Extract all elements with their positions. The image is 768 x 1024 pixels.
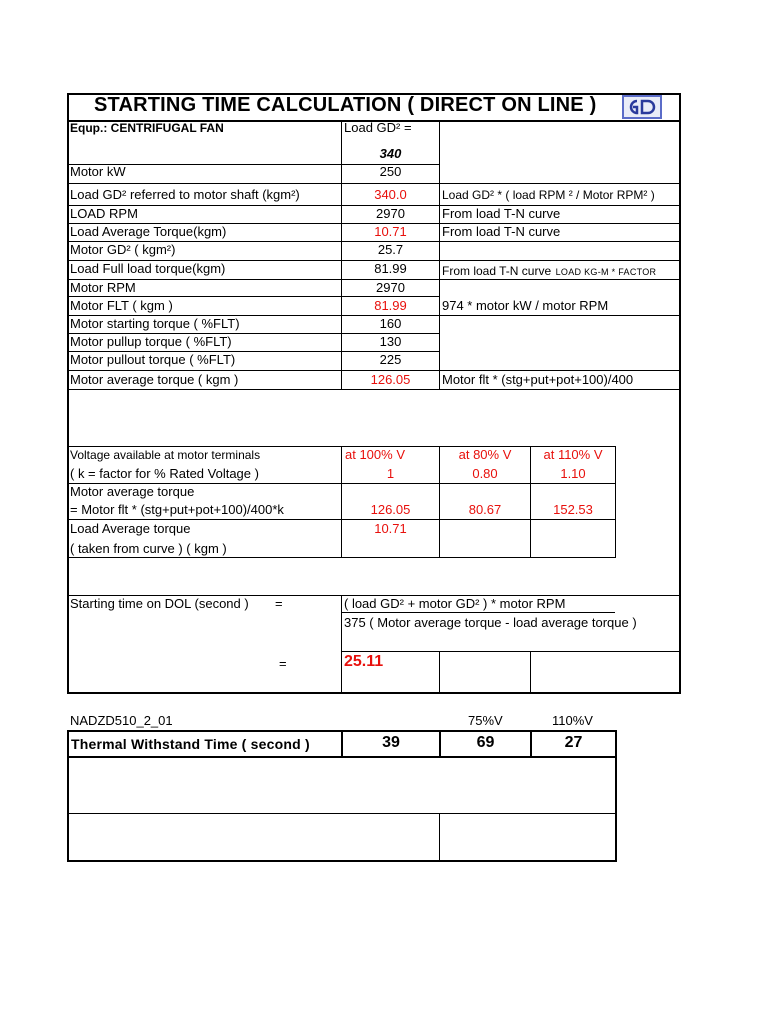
voltage-label: Voltage available at motor terminals — [70, 448, 261, 462]
load-gd2-value: 340 — [379, 146, 402, 161]
row-label: Load Average Torque(kgm) — [70, 224, 227, 239]
column-110v: 110%V — [552, 713, 593, 728]
torque-value: 126.05 — [370, 502, 411, 517]
row-label: Load Full load torque(kgm) — [70, 261, 226, 276]
starting-time-result: 25.11 — [344, 653, 384, 670]
equipment-label: Equp.: CENTRIFUGAL FAN — [70, 121, 224, 135]
column-75v: 75%V — [468, 713, 503, 728]
motor-avg-torque-formula: = Motor flt * (stg+put+pot+100)/400*k — [70, 502, 284, 517]
row-value: 225 — [379, 352, 402, 367]
k-value: 1 — [386, 466, 395, 481]
motor-avg-torque-label: Motor average torque — [70, 484, 195, 499]
row-note-suffix: LOAD KG-M * FACTOR — [555, 267, 657, 277]
row-value: 81.99 — [374, 298, 407, 313]
voltage-header: at 100% V — [345, 447, 405, 462]
row-value: 25.7 — [377, 242, 404, 257]
row-value: 81.99 — [374, 261, 407, 276]
formula-numerator: ( load GD² + motor GD² ) * motor RPM — [344, 596, 566, 611]
row-label: Motor FLT ( kgm ) — [70, 298, 173, 313]
load-gd2-label: Load GD² = — [344, 120, 412, 135]
k-value: 0.80 — [472, 466, 498, 481]
row-value: 160 — [379, 316, 402, 331]
row-note: From load T-N curve — [442, 206, 561, 221]
company-logo-icon — [622, 95, 662, 119]
thermal-value: 69 — [476, 734, 495, 751]
equals-sign: = — [279, 656, 287, 671]
row-label: Motor RPM — [70, 280, 136, 295]
k-factor-label: ( k = factor for % Rated Voltage ) — [70, 466, 259, 481]
row-note: Load GD² * ( load RPM ² / Motor RPM² ) — [442, 188, 655, 202]
row-label: Motor pullup torque ( %FLT) — [70, 334, 232, 349]
row-note: 974 * motor kW / motor RPM — [442, 298, 609, 313]
row-note-text: From load T-N curve — [442, 264, 552, 278]
row-value: 130 — [379, 334, 402, 349]
row-value: 250 — [379, 164, 402, 179]
row-value: 2970 — [376, 280, 405, 295]
torque-value: 80.67 — [468, 502, 502, 517]
row-label: Motor starting torque ( %FLT) — [70, 316, 240, 331]
load-avg-torque-source: ( taken from curve ) ( kgm ) — [70, 541, 227, 556]
thermal-label: Thermal Withstand Time ( second ) — [71, 736, 310, 752]
torque-value: 152.53 — [553, 502, 593, 517]
voltage-header: at 110% V — [543, 447, 603, 462]
row-label: Motor kW — [70, 164, 126, 179]
thermal-value: 39 — [382, 734, 400, 751]
row-value: 340.0 — [374, 187, 407, 202]
row-value: 126.05 — [370, 372, 411, 387]
row-value: 2970 — [376, 206, 405, 221]
row-note — [442, 262, 656, 280]
load-torque-value: 10.71 — [374, 521, 407, 536]
equals-sign: = — [275, 596, 283, 611]
formula-denominator: 375 ( Motor average torque - load average torque ) — [344, 615, 637, 630]
row-label: Motor GD² ( kgm²) — [70, 242, 176, 257]
page-title: STARTING TIME CALCULATION ( DIRECT ON LINE ) — [94, 94, 597, 116]
k-value: 1.10 — [560, 466, 586, 481]
row-label: Load GD² referred to motor shaft (kgm²) — [70, 187, 300, 202]
load-avg-torque-label: Load Average torque — [70, 521, 191, 536]
starting-time-label: Starting time on DOL (second ) — [70, 596, 249, 611]
row-note: Motor flt * (stg+put+pot+100)/400 — [442, 372, 634, 387]
row-label: LOAD RPM — [70, 206, 138, 221]
thermal-value: 27 — [564, 734, 583, 751]
row-label: Motor pullout torque ( %FLT) — [70, 352, 236, 367]
row-note: From load T-N curve — [442, 224, 561, 239]
voltage-header: at 80% V — [458, 447, 512, 462]
document-code: NADZD510_2_01 — [70, 713, 173, 728]
row-value: 10.71 — [374, 224, 407, 239]
row-label: Motor average torque ( kgm ) — [70, 372, 239, 387]
